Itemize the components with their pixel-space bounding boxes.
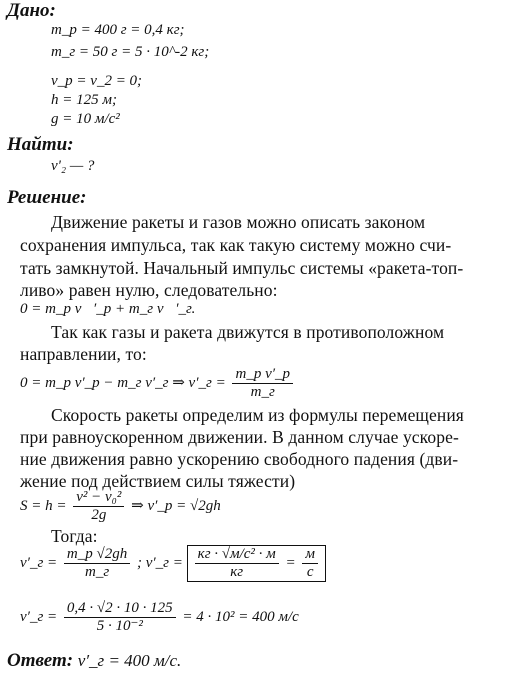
answer-line <box>7 650 181 672</box>
units-equals: = <box>285 554 296 571</box>
answer-heading: Ответ: <box>7 650 74 671</box>
given-heading: Дано: <box>7 0 56 21</box>
equation-momentum-scalar <box>20 366 296 401</box>
paragraph-1-line-4: ливо» равен нулю, следовательно: <box>20 280 278 300</box>
find-line: v'₂ — ? <box>51 158 95 174</box>
eq5-denominator: 5 · 10⁻² <box>96 618 143 634</box>
answer-text: v′_г = 400 м/с. <box>77 651 182 670</box>
paragraph-3-line-4: жение под действием силы тяжести) <box>20 471 296 491</box>
eq4-fraction <box>64 546 130 581</box>
eq3-numerator: v² − v₀² <box>76 489 122 505</box>
units-result-denominator: с <box>306 564 314 580</box>
eq2-left: 0 = m_p v′_p − m_г v′_г ⇒ v′_г = <box>20 374 226 391</box>
units-denominator: кг <box>230 564 244 580</box>
solution-heading: Решение: <box>7 187 87 208</box>
given-line-mass-rocket: m_p = 400 г = 0,4 кг; <box>51 22 185 38</box>
paragraph-1-line-2: сохранения импульса, так как такую систему можно счи- <box>20 235 452 255</box>
given-line-velocity: v_p = v_2 = 0; <box>51 73 143 89</box>
paragraph-2-line-1: Так как газы и ракета движутся в противоположном <box>51 322 445 342</box>
eq3-denominator: 2g <box>91 507 107 523</box>
eq2-numerator: m_p v′_p <box>235 366 291 382</box>
paragraph-3-line-1: Скорость ракеты определим из формулы перемещения <box>51 405 464 425</box>
paragraph-1-line-1: Движение ракеты и газов можно описать законом <box>51 212 426 232</box>
eq4-numerator: m_p √2gh <box>66 546 128 562</box>
eq5-fraction <box>64 600 176 635</box>
equation-numeric-result <box>20 600 299 635</box>
given-line-mass-gas: m_г = 50 г = 5 · 10^-2 кг; <box>51 44 210 60</box>
equation-displacement <box>20 489 221 524</box>
units-numerator: кг · √м/с² · м <box>197 546 276 562</box>
eq4-left: v′_г = <box>20 554 58 571</box>
units-fraction <box>195 546 279 581</box>
equation-momentum-vector: 0 = m_p v⃗′_p + m_г v⃗′_г. <box>20 301 196 317</box>
units-bracket <box>187 545 326 582</box>
eq2-fraction <box>232 366 293 401</box>
eq5-right: = 4 · 10² = 400 м/с <box>182 608 299 625</box>
given-line-gravity: g = 10 м/с² <box>51 111 120 127</box>
eq3-fraction <box>73 489 124 524</box>
then-label: Тогда: <box>51 526 98 546</box>
eq4-mid: ; v′_г = <box>137 554 183 571</box>
eq2-denominator: m_г <box>250 384 275 400</box>
units-result-numerator: м <box>305 546 315 562</box>
paragraph-1-line-3: тать замкнутой. Начальный импульс системы «ракета-топ- <box>20 258 464 278</box>
eq4-denominator: m_г <box>84 564 110 580</box>
given-line-height: h = 125 м; <box>51 92 117 108</box>
eq5-numerator: 0,4 · √2 · 10 · 125 <box>66 600 173 616</box>
paragraph-2-line-2: направлении, то: <box>20 344 147 364</box>
equation-velocity-formula <box>20 545 326 582</box>
eq3-right: ⇒ v′_p = √2gh <box>131 497 221 514</box>
eq3-left: S = h = <box>20 497 67 514</box>
find-heading: Найти: <box>7 134 74 155</box>
paragraph-3-line-3: ние движения равно ускорению свободного падения (дви- <box>20 449 459 469</box>
paragraph-3-line-2: при равноускоренном движении. В данном случае ускоре- <box>20 427 459 447</box>
eq5-left: v′_г = <box>20 608 58 625</box>
units-result-fraction <box>302 546 318 581</box>
